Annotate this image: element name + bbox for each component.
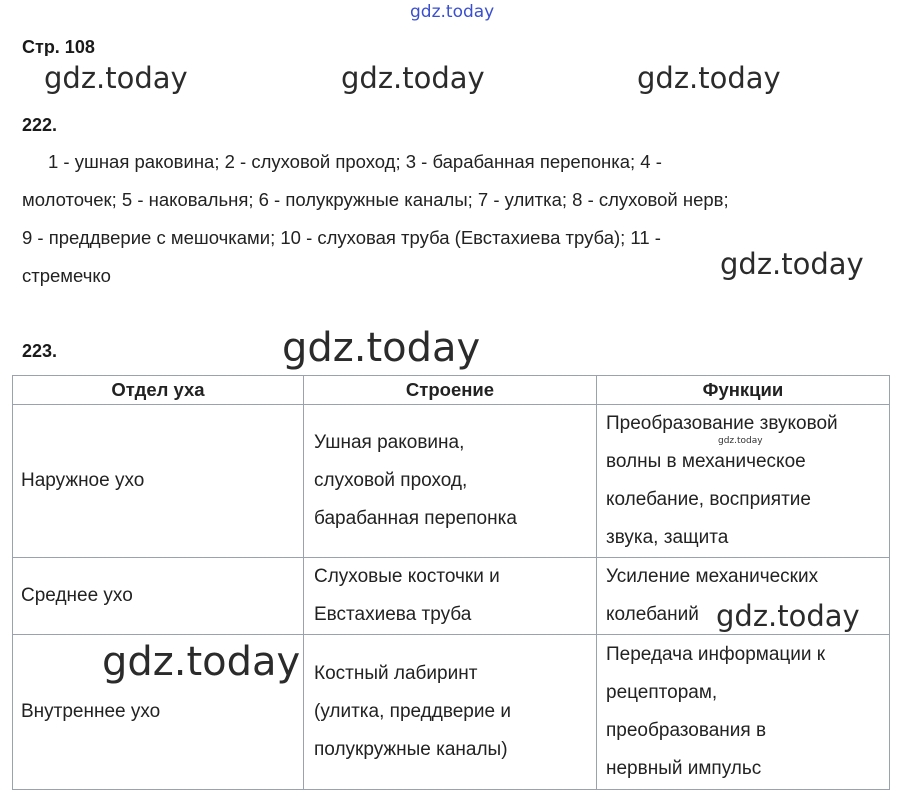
page-reference: Стр. 108 bbox=[22, 38, 95, 56]
structure-cell: Слуховые косточки и Евстахиева труба bbox=[304, 558, 597, 635]
structure-cell: Костный лабиринт (улитка, преддверие и полукружные каналы) bbox=[304, 635, 597, 790]
watermark: gdz.today bbox=[716, 599, 860, 633]
watermark-small: gdz.today bbox=[718, 436, 763, 446]
function-cell: Передача информации к рецепторам, преобразования в нервный импульс bbox=[597, 635, 890, 790]
column-header: Функции bbox=[597, 376, 890, 405]
watermark: gdz.today bbox=[282, 325, 481, 371]
table-header-row bbox=[13, 376, 890, 405]
column-header: Строение bbox=[304, 376, 597, 405]
exercise-222-line: стремечко bbox=[22, 265, 111, 286]
function-cell: Преобразование звуковой волны в механическое колебание, восприятие звука, защита bbox=[597, 405, 890, 558]
structure-cell: Ушная раковина, слуховой проход, барабанная перепонка bbox=[304, 405, 597, 558]
watermark: gdz.today bbox=[720, 247, 864, 281]
exercise-222-number: 222. bbox=[22, 115, 58, 135]
exercise-222-line: молоточек; 5 - наковальня; 6 - полукружные каналы; 7 - улитка; 8 - слуховой нерв; bbox=[22, 189, 729, 210]
watermark: gdz.today bbox=[102, 639, 301, 685]
watermark: gdz.today bbox=[44, 61, 188, 95]
exercise-222-line: 1 - ушная раковина; 2 - слуховой проход; 3 - барабанная перепонка; 4 - bbox=[48, 151, 662, 172]
exercise-222-line: 9 - преддверие с мешочками; 10 - слуховая труба (Евстахиева труба); 11 - bbox=[22, 227, 661, 248]
watermark: gdz.today bbox=[341, 61, 485, 95]
function-cell: Усиление механических колебаний bbox=[597, 558, 890, 635]
section-cell: Наружное ухо bbox=[13, 405, 304, 558]
watermark: gdz.today bbox=[637, 61, 781, 95]
section-cell: Внутреннее ухо bbox=[13, 635, 304, 790]
column-header: Отдел уха bbox=[13, 376, 304, 405]
section-cell: Среднее ухо bbox=[13, 558, 304, 635]
watermark-top: gdz.today bbox=[410, 2, 495, 22]
table-row bbox=[13, 405, 890, 558]
exercise-223-number: 223. bbox=[22, 341, 58, 361]
